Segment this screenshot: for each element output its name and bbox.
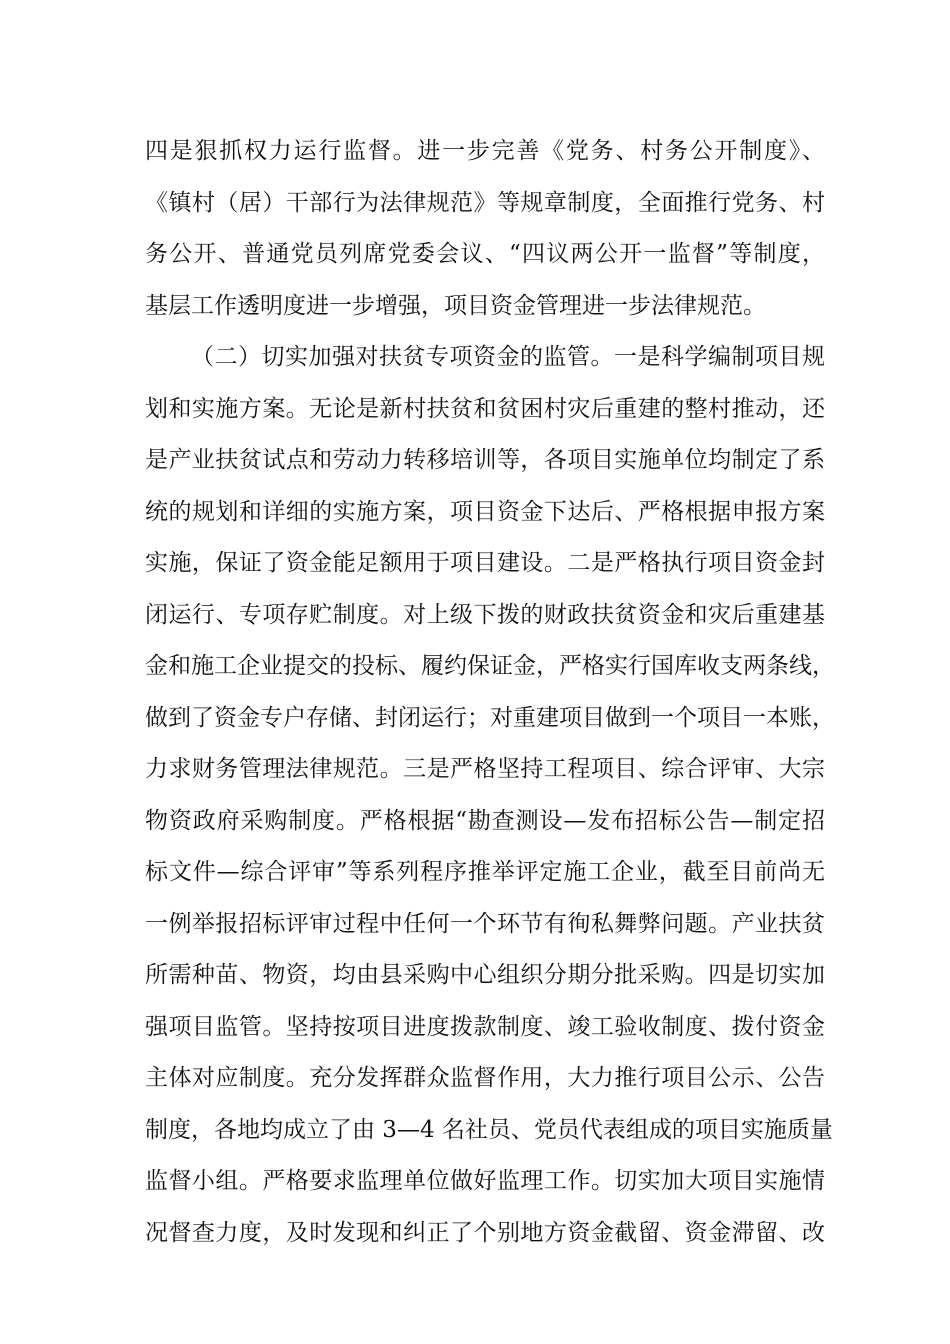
text-line: （二）切实加强对扶贫专项资金的监管。一是科学编制项目规 — [191, 344, 825, 370]
text-line: 强项目监管。坚持按项目进度拨款制度、竣工验收制度、拨付资金 — [145, 1013, 825, 1040]
text-line: 主体对应制度。充分发挥群众监督作用，大力推行项目公示、公告 — [145, 1065, 825, 1091]
text-line: 一例举报招标评审过程中任何一个环节有徇私舞弊问题。产业扶贫 — [145, 910, 825, 937]
paragraph-fund-supervision — [145, 332, 835, 1259]
text-line: 力求财务管理法律规范。三是严格坚持工程项目、综合评审、大宗 — [145, 756, 825, 782]
text-line: 四是狠抓权力运行监督。进一步完善《党务、村务公开制度》、 — [145, 138, 825, 164]
text-line: 况督查力度，及时发现和纠正了个别地方资金截留、资金滞留、改 — [145, 1219, 825, 1246]
text-line: 监督小组。严格要求监理单位做好监理工作。切实加大项目实施情 — [145, 1168, 825, 1194]
text-line: 制度，各地均成立了由 3—4 名社员、党员代表组成的项目实施质量 — [145, 1116, 833, 1143]
document-body — [145, 126, 835, 1259]
text-line: 基层工作透明度进一步增强，项目资金管理进一步法律规范。 — [145, 292, 766, 319]
text-line: 是产业扶贫试点和劳动力转移培训等，各项目实施单位均制定了系 — [145, 447, 825, 473]
text-line: 实施，保证了资金能足额用于项目建设。二是严格执行项目资金封 — [145, 550, 825, 576]
text-line: 物资政府采购制度。严格根据“勘查测设—发布招标公告—制定招 — [145, 807, 825, 834]
paragraph-power-supervision — [145, 126, 825, 332]
text-line: 《镇村（居）干部行为法律规范》等规章制度，全面推行党务、村 — [145, 189, 825, 216]
text-line: 闭运行、专项存贮制度。对上级下拨的财政扶贫资金和灾后重建基 — [145, 601, 825, 628]
text-line: 划和实施方案。无论是新村扶贫和贫困村灾后重建的整村推动，还 — [145, 395, 825, 422]
text-line: 做到了资金专户存储、封闭运行；对重建项目做到一个项目一本账， — [145, 704, 835, 731]
text-line: 务公开、普通党员列席党委会议、“四议两公开一监督”等制度， — [145, 241, 825, 267]
text-line: 统的规划和详细的实施方案，项目资金下达后、严格根据申报方案 — [145, 498, 825, 525]
text-line: 所需种苗、物资，均由县采购中心组织分期分批采购。四是切实加 — [145, 962, 825, 988]
text-line: 金和施工企业提交的投标、履约保证金，严格实行国库收支两条线， — [145, 653, 835, 679]
text-line: 标文件—综合评审”等系列程序推举评定施工企业，截至目前尚无 — [145, 859, 825, 885]
